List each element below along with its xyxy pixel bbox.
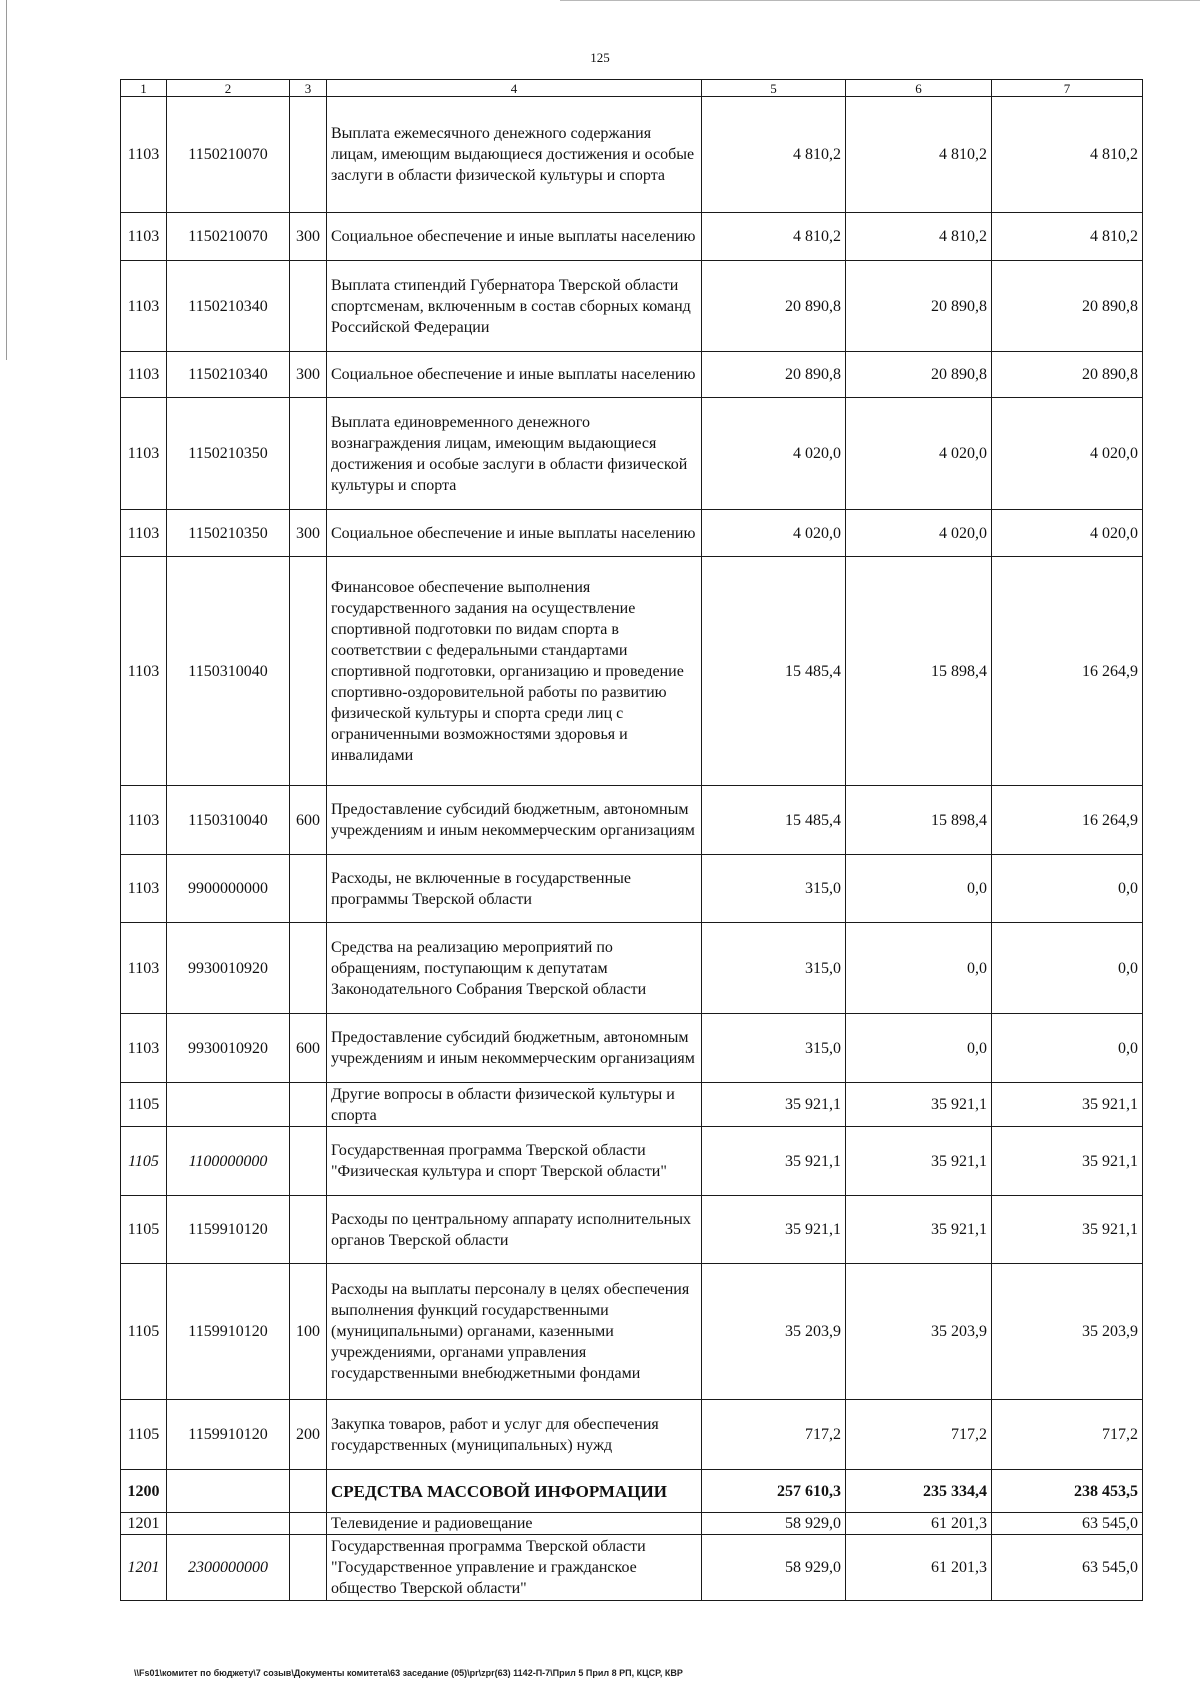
amount-col7: 63 545,0 [992, 1535, 1143, 1601]
target-article-code: 1150210070 [167, 97, 290, 213]
expense-type-code [290, 923, 327, 1014]
amount-col5: 35 203,9 [702, 1264, 846, 1400]
amount-col5: 15 485,4 [702, 786, 846, 855]
amount-col5: 58 929,0 [702, 1535, 846, 1601]
row-name: Государственная программа Тверской области "Государственное управление и гражданское общество Тверской области" [327, 1535, 702, 1601]
amount-col6: 0,0 [846, 855, 992, 923]
section-code: 1200 [121, 1470, 167, 1513]
amount-col6: 35 921,1 [846, 1196, 992, 1264]
amount-col6: 35 203,9 [846, 1264, 992, 1400]
target-article-code: 1159910120 [167, 1400, 290, 1470]
table-row [121, 1083, 1143, 1127]
target-article-code [167, 1513, 290, 1535]
expense-type-code: 300 [290, 213, 327, 261]
expense-type-code [290, 97, 327, 213]
amount-col5: 35 921,1 [702, 1083, 846, 1127]
target-article-code: 1150210340 [167, 352, 290, 398]
section-code: 1105 [121, 1400, 167, 1470]
amount-col6: 717,2 [846, 1400, 992, 1470]
row-name: Социальное обеспечение и иные выплаты населению [327, 510, 702, 557]
section-code: 1103 [121, 398, 167, 510]
table-row [121, 855, 1143, 923]
table-row [121, 352, 1143, 398]
budget-table [120, 79, 1143, 1601]
amount-col7: 20 890,8 [992, 352, 1143, 398]
target-article-code: 1150310040 [167, 557, 290, 786]
row-name: Закупка товаров, работ и услуг для обеспечения государственных (муниципальных) нужд [327, 1400, 702, 1470]
column-number-header [121, 80, 1143, 97]
amount-col6: 35 921,1 [846, 1127, 992, 1196]
amount-col6: 4 810,2 [846, 97, 992, 213]
amount-col5: 257 610,3 [702, 1470, 846, 1513]
row-name: Расходы, не включенные в государственные программы Тверской области [327, 855, 702, 923]
amount-col7: 35 921,1 [992, 1083, 1143, 1127]
table-row [121, 1196, 1143, 1264]
section-code: 1103 [121, 352, 167, 398]
amount-col5: 20 890,8 [702, 261, 846, 352]
target-article-code [167, 1470, 290, 1513]
section-code: 1103 [121, 557, 167, 786]
table-row [121, 923, 1143, 1014]
col-header-2: 2 [167, 80, 290, 97]
col-header-4: 4 [327, 80, 702, 97]
row-name: Предоставление субсидий бюджетным, автономным учреждениям и иным некоммерческим организациям [327, 1014, 702, 1083]
row-name: Другие вопросы в области физической культуры и спорта [327, 1083, 702, 1127]
amount-col6: 4 020,0 [846, 510, 992, 557]
amount-col5: 35 921,1 [702, 1127, 846, 1196]
expense-type-code: 200 [290, 1400, 327, 1470]
row-name: Социальное обеспечение и иные выплаты населению [327, 213, 702, 261]
amount-col5: 15 485,4 [702, 557, 846, 786]
table-row [121, 1400, 1143, 1470]
col-header-3: 3 [290, 80, 327, 97]
amount-col5: 4 020,0 [702, 510, 846, 557]
table-row [121, 261, 1143, 352]
expense-type-code: 600 [290, 786, 327, 855]
page-number: 125 [590, 50, 610, 65]
amount-col7: 16 264,9 [992, 557, 1143, 786]
amount-col6: 61 201,3 [846, 1535, 992, 1601]
col-header-5: 5 [702, 80, 846, 97]
expense-type-code: 600 [290, 1014, 327, 1083]
table-row [121, 1127, 1143, 1196]
section-code: 1103 [121, 923, 167, 1014]
amount-col7: 0,0 [992, 1014, 1143, 1083]
section-code: 1201 [121, 1513, 167, 1535]
row-name: Расходы на выплаты персоналу в целях обеспечения выполнения функций государственными (муниципальными) органами, казенными учреждениями, органами управления государственными внебюджетными фондами [327, 1264, 702, 1400]
table-row [121, 213, 1143, 261]
expense-type-code [290, 398, 327, 510]
row-name: Государственная программа Тверской области "Физическая культура и спорт Тверской области" [327, 1127, 702, 1196]
expense-type-code: 300 [290, 510, 327, 557]
amount-col7: 63 545,0 [992, 1513, 1143, 1535]
amount-col6: 0,0 [846, 1014, 992, 1083]
amount-col6: 235 334,4 [846, 1470, 992, 1513]
amount-col7: 20 890,8 [992, 261, 1143, 352]
amount-col5: 4 020,0 [702, 398, 846, 510]
amount-col5: 4 810,2 [702, 213, 846, 261]
amount-col7: 35 921,1 [992, 1127, 1143, 1196]
amount-col7: 4 810,2 [992, 97, 1143, 213]
amount-col6: 0,0 [846, 923, 992, 1014]
file-path-footer: \\Fs01\комитет по бюджету\7 созыв\Документы комитета\63 заседание (05)\pr\zpr(63) 1142-П-7\Прил 5 Прил 8 РП, КЦСР, КВР [134, 1668, 683, 1678]
amount-col6: 20 890,8 [846, 352, 992, 398]
row-name: Телевидение и радиовещание [327, 1513, 702, 1535]
row-name: Выплата стипендий Губернатора Тверской области спортсменам, включенным в состав сборных команд Российской Федерации [327, 261, 702, 352]
table-row [121, 786, 1143, 855]
section-code: 1103 [121, 786, 167, 855]
amount-col7: 238 453,5 [992, 1470, 1143, 1513]
col-header-1: 1 [121, 80, 167, 97]
expense-type-code [290, 557, 327, 786]
amount-col7: 717,2 [992, 1400, 1143, 1470]
row-name: Социальное обеспечение и иные выплаты населению [327, 352, 702, 398]
amount-col6: 15 898,4 [846, 557, 992, 786]
target-article-code: 1159910120 [167, 1264, 290, 1400]
section-code: 1105 [121, 1127, 167, 1196]
target-article-code: 1150310040 [167, 786, 290, 855]
row-name: Расходы по центральному аппарату исполнительных органов Тверской области [327, 1196, 702, 1264]
section-code: 1103 [121, 97, 167, 213]
amount-col7: 0,0 [992, 855, 1143, 923]
row-name: СРЕДСТВА МАССОВОЙ ИНФОРМАЦИИ [327, 1470, 702, 1513]
amount-col6: 20 890,8 [846, 261, 992, 352]
amount-col7: 0,0 [992, 923, 1143, 1014]
amount-col5: 20 890,8 [702, 352, 846, 398]
section-code: 1105 [121, 1264, 167, 1400]
target-article-code: 2300000000 [167, 1535, 290, 1601]
amount-col7: 35 203,9 [992, 1264, 1143, 1400]
expense-type-code [290, 1083, 327, 1127]
amount-col7: 16 264,9 [992, 786, 1143, 855]
amount-col5: 4 810,2 [702, 97, 846, 213]
table-row [121, 1264, 1143, 1400]
section-code: 1103 [121, 261, 167, 352]
section-code: 1103 [121, 1014, 167, 1083]
amount-col7: 35 921,1 [992, 1196, 1143, 1264]
scan-top-edge [560, 0, 1200, 1]
expense-type-code [290, 1535, 327, 1601]
section-code: 1105 [121, 1196, 167, 1264]
row-name: Выплата единовременного денежного вознаграждения лицам, имеющим выдающиеся достижения и особые заслуги в области физической культуры и спорта [327, 398, 702, 510]
target-article-code: 1150210350 [167, 510, 290, 557]
target-article-code: 9930010920 [167, 1014, 290, 1083]
amount-col6: 4 810,2 [846, 213, 992, 261]
table-row [121, 557, 1143, 786]
row-name: Выплата ежемесячного денежного содержания лицам, имеющим выдающиеся достижения и особые заслуги в области физической культуры и спорта [327, 97, 702, 213]
target-article-code: 9900000000 [167, 855, 290, 923]
table-row [121, 1014, 1143, 1083]
amount-col5: 315,0 [702, 923, 846, 1014]
amount-col5: 58 929,0 [702, 1513, 846, 1535]
section-code: 1103 [121, 510, 167, 557]
amount-col5: 717,2 [702, 1400, 846, 1470]
amount-col7: 4 020,0 [992, 510, 1143, 557]
target-article-code [167, 1083, 290, 1127]
expense-type-code: 300 [290, 352, 327, 398]
expense-type-code [290, 1196, 327, 1264]
section-code: 1103 [121, 213, 167, 261]
target-article-code: 1150210350 [167, 398, 290, 510]
amount-col7: 4 810,2 [992, 213, 1143, 261]
amount-col6: 35 921,1 [846, 1083, 992, 1127]
col-header-6: 6 [846, 80, 992, 97]
amount-col5: 315,0 [702, 855, 846, 923]
table-row [121, 97, 1143, 213]
expense-type-code [290, 1513, 327, 1535]
amount-col6: 15 898,4 [846, 786, 992, 855]
col-header-7: 7 [992, 80, 1143, 97]
table-row [121, 1535, 1143, 1601]
row-name: Средства на реализацию мероприятий по обращениям, поступающим к депутатам Законодательного Собрания Тверской области [327, 923, 702, 1014]
expense-type-code [290, 261, 327, 352]
amount-col5: 35 921,1 [702, 1196, 846, 1264]
expense-type-code [290, 1470, 327, 1513]
section-code: 1105 [121, 1083, 167, 1127]
target-article-code: 1150210340 [167, 261, 290, 352]
target-article-code: 9930010920 [167, 923, 290, 1014]
table-row [121, 398, 1143, 510]
row-name: Финансовое обеспечение выполнения государственного задания на осуществление спортивной подготовки по видам спорта в соответствии с федеральными стандартами спортивной подготовки, организацию и проведение спортивно-оздоровительной работы по развитию физической культуры и спорта среди лиц с ограниченными возможностями здоровья и инвалидами [327, 557, 702, 786]
target-article-code: 1159910120 [167, 1196, 290, 1264]
row-name: Предоставление субсидий бюджетным, автономным учреждениям и иным некоммерческим организациям [327, 786, 702, 855]
amount-col6: 4 020,0 [846, 398, 992, 510]
section-code: 1201 [121, 1535, 167, 1601]
amount-col5: 315,0 [702, 1014, 846, 1083]
target-article-code: 1100000000 [167, 1127, 290, 1196]
section-total-row [121, 1470, 1143, 1513]
expense-type-code: 100 [290, 1264, 327, 1400]
table-row [121, 1513, 1143, 1535]
expense-type-code [290, 1127, 327, 1196]
target-article-code: 1150210070 [167, 213, 290, 261]
table-row [121, 510, 1143, 557]
amount-col6: 61 201,3 [846, 1513, 992, 1535]
amount-col7: 4 020,0 [992, 398, 1143, 510]
expense-type-code [290, 855, 327, 923]
section-code: 1103 [121, 855, 167, 923]
